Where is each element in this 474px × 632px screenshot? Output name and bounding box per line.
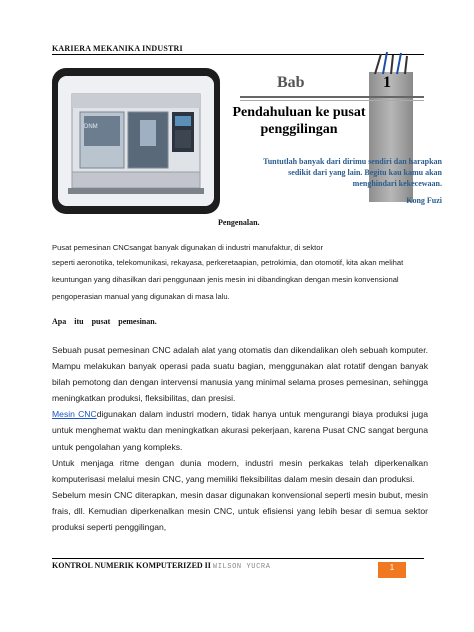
footer-title-line bbox=[52, 561, 271, 571]
cnc-machine-illustration bbox=[58, 76, 214, 206]
chapter-divider bbox=[240, 96, 424, 98]
pencils-icon bbox=[367, 50, 417, 76]
section-heading: Apa itu pusat pemesinan. bbox=[52, 317, 157, 326]
main-body-text bbox=[52, 342, 428, 535]
intro-line: pengoperasian manual yang digunakan di masa lalu. bbox=[52, 292, 230, 301]
intro-line: Pusat pemesinan CNCsangat banyak digunakan di industri manufaktur, di sektor bbox=[52, 243, 323, 252]
machine-panel-label: DNM bbox=[84, 124, 98, 130]
chapter-label: Bab bbox=[277, 74, 305, 91]
quote-text: Tuntutlah banyak dari dirimu sendiri dan harapkan sedikit dari yang lain. Begitu kau kamu akan menghindari kekecewaan. bbox=[263, 157, 442, 188]
intro-line: seperti aeronotika, telekomunikasi, rekayasa, perkeretaapian, petrokimia, dan otomotif, kita akan melihat bbox=[52, 258, 404, 267]
section-subtitle: Pengenalan. bbox=[218, 218, 260, 227]
footer-divider bbox=[52, 558, 424, 559]
footer-author: WILSON YUCRA bbox=[212, 563, 271, 571]
paragraph-4: Sebelum mesin CNC diterapkan, mesin dasar digunakan konvensional seperti mesin bubut, mesin frais, dll. Kemudian diperkenalkan mesin CNC, untuk efisiensi yang lebih besar di semua sektor produksi seperti penggilingan, bbox=[52, 489, 428, 533]
paragraph-3: Untuk menjaga ritme dengan dunia modern, industri mesin perkakas telah diperkenalkan komputerisasi melalui mesin CNC, yang memiliki fleksibilitas dalam mesin desain dan produksi. bbox=[52, 457, 428, 484]
paragraph-2-text: digunakan dalam industri modern, tidak hanya untuk mengurangi biaya produksi juga untuk menghemat waktu dan meningkatkan akurasi pekerjaan, karena Pusat CNC sangat berguna untuk pengolahan yang kompleks. bbox=[52, 409, 428, 452]
cnc-machine-image bbox=[58, 76, 214, 206]
mesin-cnc-link[interactable]: Mesin CNC bbox=[52, 409, 97, 420]
chapter-number: 1 bbox=[383, 74, 391, 91]
paragraph-1: Sebuah pusat pemesinan CNC adalah alat yang otomatis dan dikendalikan oleh sebuah komputer. Mampu melakukan banyak operasi pada suatu bagian, menggunakan alat rotatif dengan banyak bilah pemotong dan dengan intervensi manusia yang minimal selama proses pemesinan, sehingga meningkatkan produksi, fleksibilitas, dan presisi. bbox=[52, 345, 428, 404]
paragraph-2 bbox=[52, 406, 428, 454]
chapter-title: Pendahuluan ke pusat penggilingan bbox=[232, 105, 366, 137]
epigraph-quote bbox=[262, 156, 442, 206]
document-header-title: KARIERA MEKANIKA INDUSTRI bbox=[52, 44, 183, 53]
quote-author: Kong Fuzi bbox=[406, 196, 442, 205]
chapter-divider-secondary bbox=[240, 100, 424, 101]
page-number-badge: 1 bbox=[378, 562, 406, 578]
footer-title: KONTROL NUMERIK KOMPUTERIZED II bbox=[52, 561, 211, 570]
intro-line: keuntungan yang dihasilkan dari penggunaan jenis mesin ini dibandingkan dengan mesin konvensional bbox=[52, 275, 399, 284]
